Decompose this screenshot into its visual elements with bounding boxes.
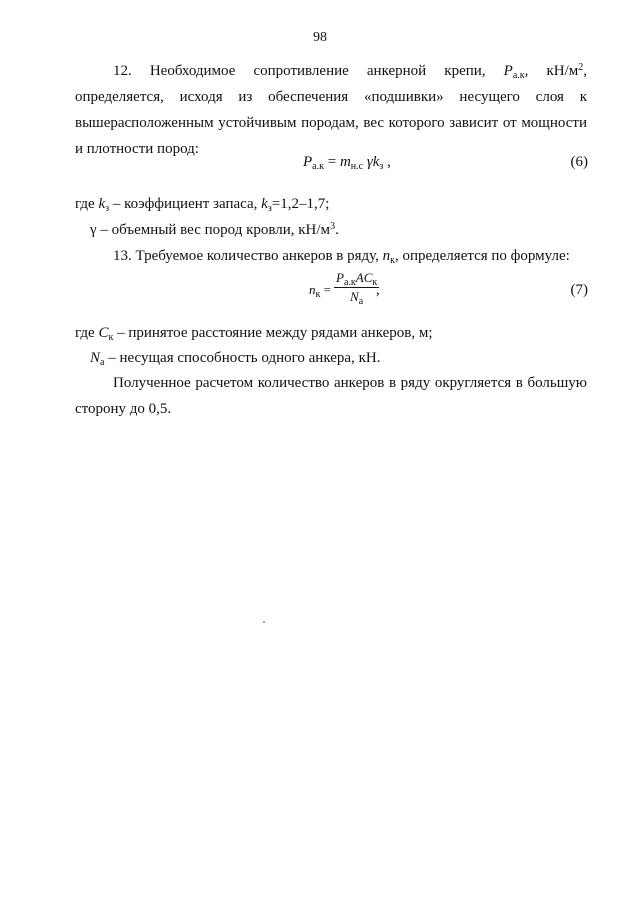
- p12-unit: , кН/м: [524, 63, 579, 79]
- f6-lhs: P: [303, 154, 313, 170]
- formula-7-fraction: [334, 270, 379, 305]
- p12-unit-sup: 2: [578, 62, 584, 73]
- where-k-value: =1,2–1,7;: [271, 196, 330, 212]
- p12-start: 12. Необходимое сопротивление анкерной крепи,: [113, 63, 504, 79]
- where-c-prefix: где: [75, 325, 99, 341]
- where-n-line: [90, 348, 380, 368]
- f6-m: m: [339, 154, 351, 170]
- f6-m-sub: н.с: [350, 161, 364, 172]
- where-c-sub: к: [108, 332, 114, 343]
- where-c-line: [75, 323, 433, 343]
- p13-end: , определяется по формуле:: [395, 248, 570, 264]
- f7-num-p: P: [336, 270, 344, 285]
- equation-number-7: (7): [570, 282, 588, 298]
- formula-7-lhs: [309, 282, 331, 298]
- equation-number-6: (6): [570, 154, 588, 170]
- f6-k-sub: з: [379, 161, 384, 172]
- gamma-definition: [90, 220, 339, 240]
- where-k-line: [75, 194, 329, 214]
- p13-n-sub: к: [390, 255, 396, 266]
- scan-speck: [263, 621, 265, 623]
- where-k-text: – коэффициент запаса,: [109, 196, 262, 212]
- paragraph-12: [75, 58, 587, 162]
- f6-eq: =: [323, 154, 340, 170]
- where-n-sub: а: [100, 357, 105, 368]
- paragraph-13: [113, 246, 570, 266]
- f7-tail: ,: [376, 282, 380, 298]
- where-k2-sub: з: [267, 203, 272, 214]
- f7-numerator: [334, 270, 379, 288]
- where-n-text: – несущая способность одного анкера, кН.: [104, 350, 381, 366]
- f7-den-n: N: [350, 289, 359, 304]
- f7-lhs-sub: к: [315, 289, 321, 300]
- f6-gamma: γk: [363, 154, 380, 170]
- f7-num-p-sub: а.к: [343, 277, 356, 288]
- where-c-symbol: C: [98, 325, 109, 341]
- where-k-sub: з: [105, 203, 110, 214]
- page-number: 98: [313, 30, 327, 45]
- f6-lhs-sub: а.к: [312, 161, 324, 172]
- f7-num-ac: AC: [355, 270, 373, 285]
- p12-symbol-sub: а.к: [512, 70, 525, 81]
- f7-num-c-sub: к: [372, 277, 378, 288]
- p13-n: n: [382, 248, 391, 264]
- where-k2-symbol: k: [261, 196, 268, 212]
- p13-start: 13. Требуемое количество анкеров в ряду,: [113, 248, 383, 264]
- f7-denominator: [334, 288, 379, 305]
- f7-den-n-sub: а: [358, 296, 364, 307]
- final-paragraph: Полученное расчетом количество анкеров в ряду округляется в большую сторону до 0,5.: [75, 375, 587, 417]
- gamma-sup: 3: [330, 221, 336, 232]
- where-c-text: – принятое расстояние между рядами анкеров, м;: [113, 325, 433, 341]
- where-k-symbol: k: [98, 196, 106, 212]
- where-n-symbol: N: [90, 350, 101, 366]
- f7-eq: =: [320, 282, 331, 297]
- gamma-text: γ – объемный вес пород кровли, кН/м: [90, 222, 331, 238]
- p12-symbol: P: [503, 63, 513, 79]
- p12-rest: , определяется, исходя из обеспечения «подшивки» несущего слоя к вышерасположенным устойчивым породам, вес которого зависит от мощности и плотности пород:: [75, 63, 588, 157]
- where-k-prefix: где: [75, 196, 99, 212]
- f6-tail: ,: [383, 154, 391, 170]
- gamma-tail: .: [335, 222, 339, 238]
- f7-lhs: n: [309, 282, 316, 297]
- formula-6: [303, 154, 391, 171]
